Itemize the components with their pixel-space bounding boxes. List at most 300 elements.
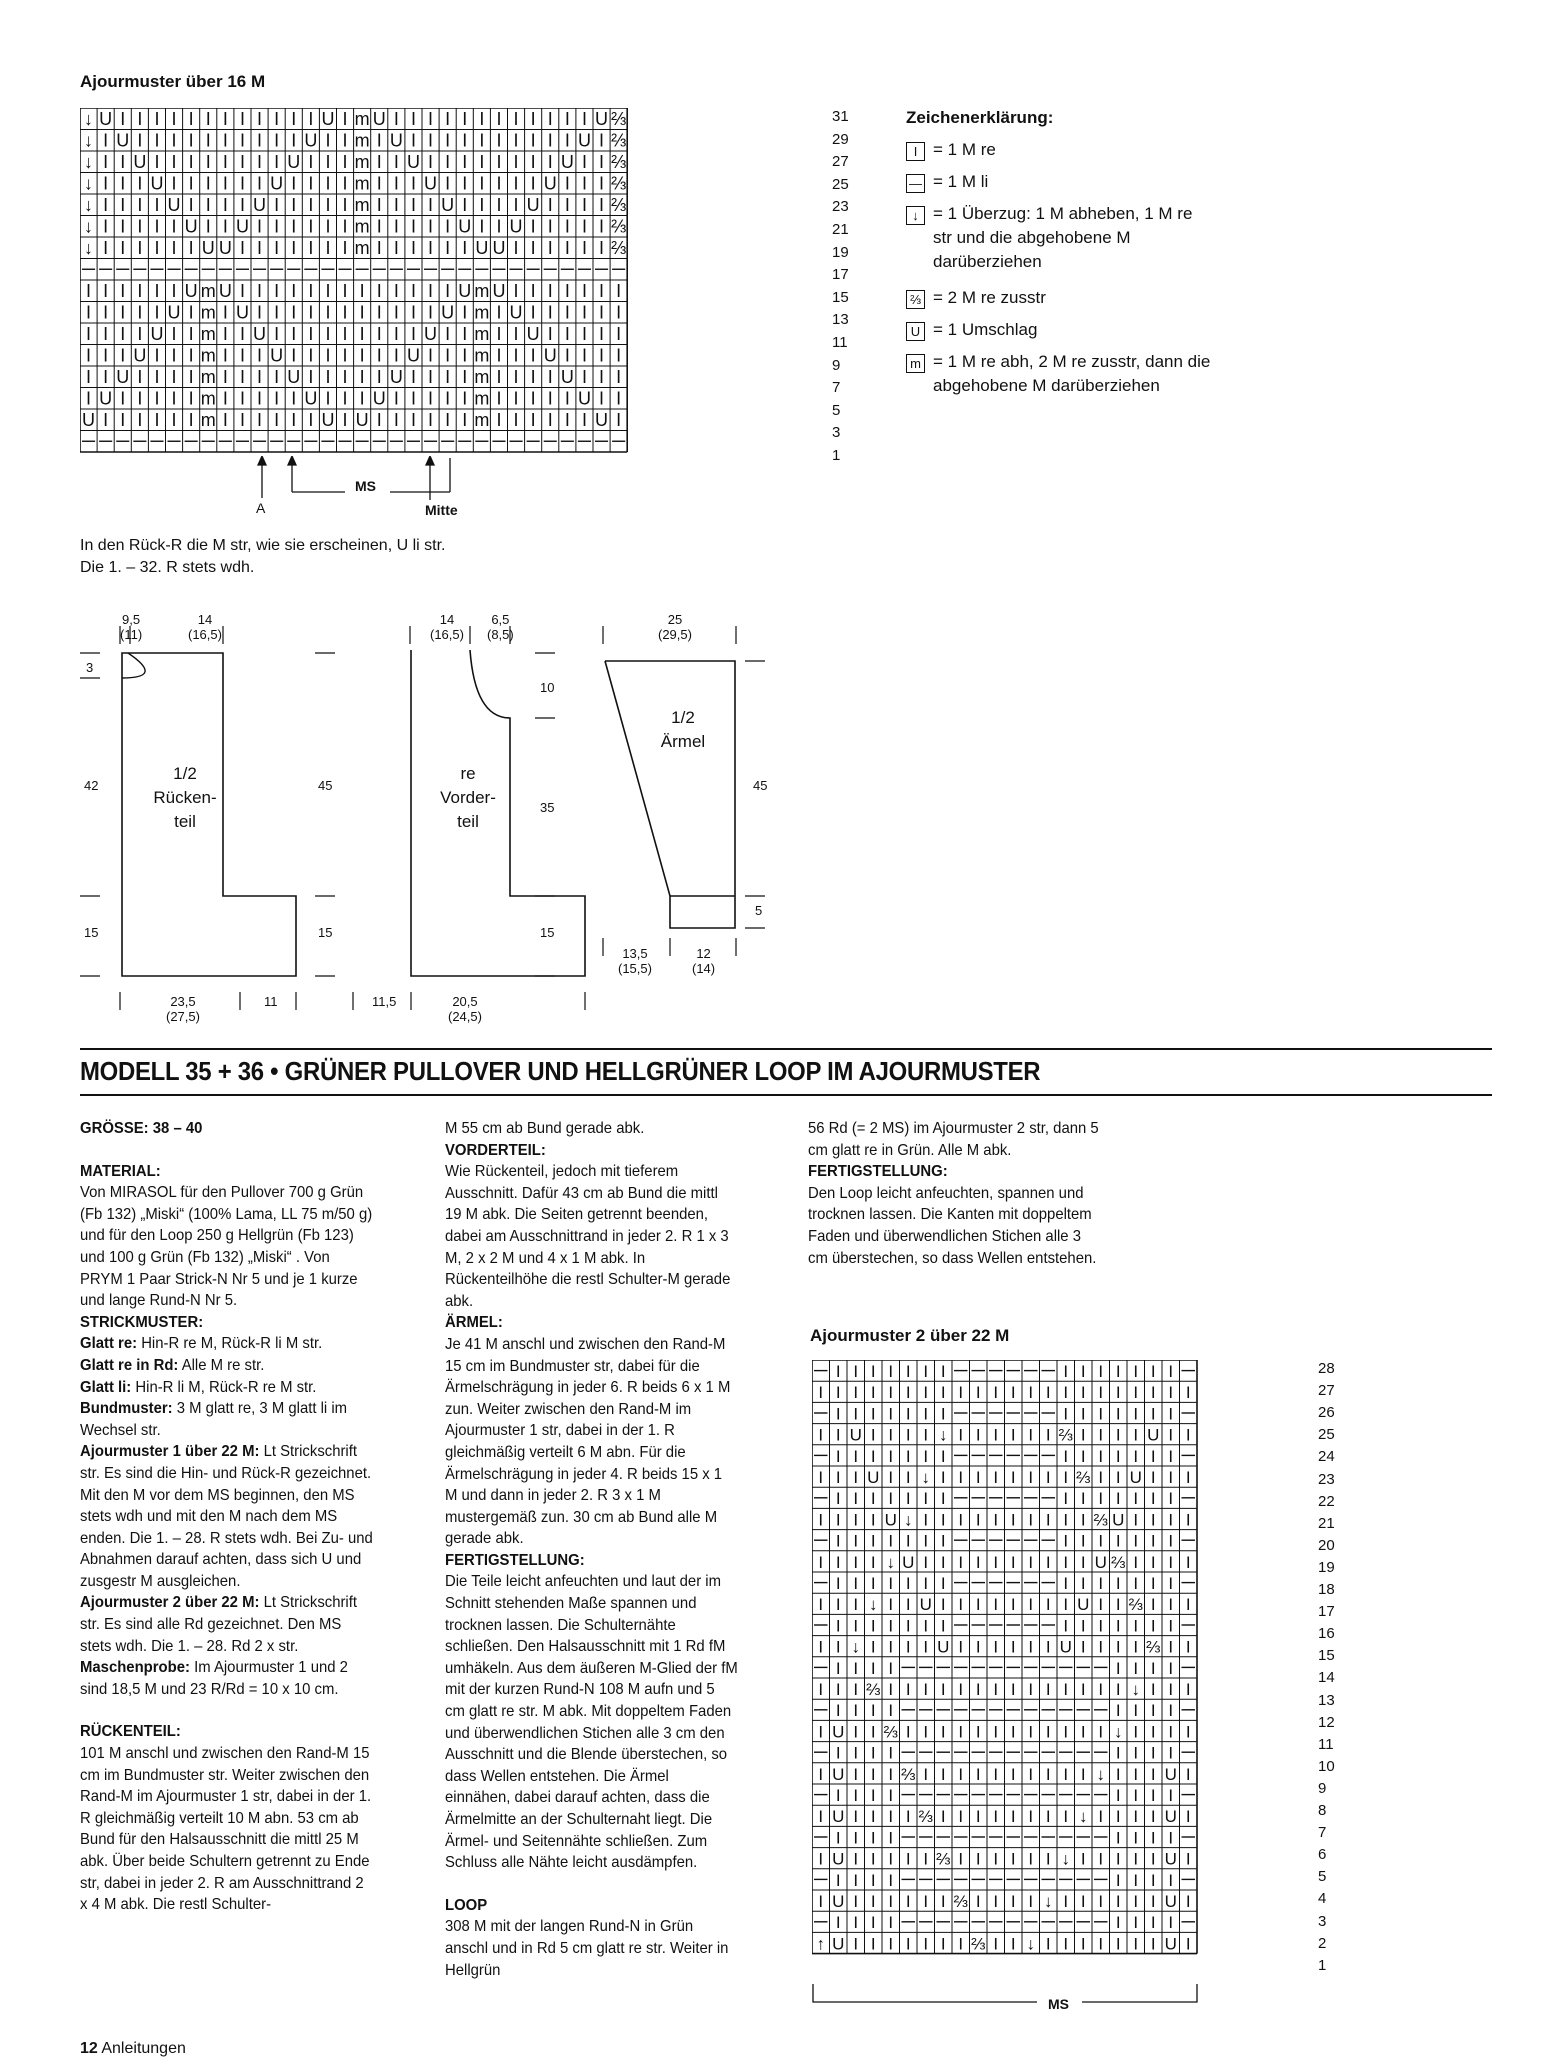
svg-text:I: I — [222, 410, 228, 431]
svg-text:U: U — [1129, 1467, 1142, 1487]
svg-text:I: I — [376, 367, 382, 388]
svg-text:I: I — [1045, 1425, 1051, 1445]
row-number: 4 — [1318, 1890, 1327, 1908]
svg-text:I: I — [888, 1764, 894, 1784]
svg-text:I: I — [853, 1828, 859, 1848]
svg-text:I: I — [359, 345, 365, 366]
svg-text:I: I — [888, 1891, 894, 1911]
svg-text:I: I — [257, 109, 263, 130]
svg-text:U: U — [389, 130, 403, 151]
svg-text:I: I — [923, 1764, 929, 1784]
svg-text:I: I — [410, 281, 416, 302]
svg-text:I: I — [1168, 1701, 1174, 1721]
svg-text:I: I — [445, 324, 451, 345]
svg-text:I: I — [993, 1722, 999, 1742]
svg-text:I: I — [274, 302, 280, 323]
svg-text:I: I — [1133, 1383, 1139, 1403]
svg-text:I: I — [154, 345, 160, 366]
row-number: 14 — [1318, 1669, 1335, 1687]
svg-text:I: I — [870, 1404, 876, 1424]
svg-text:I: I — [445, 367, 451, 388]
svg-text:I: I — [154, 195, 160, 216]
svg-text:I: I — [86, 324, 92, 345]
svg-text:I: I — [496, 388, 502, 409]
svg-text:I: I — [342, 345, 348, 366]
svg-text:I: I — [870, 1764, 876, 1784]
row-number: 25 — [1318, 1426, 1335, 1444]
svg-text:I: I — [870, 1361, 876, 1381]
svg-text:I: I — [257, 388, 263, 409]
svg-text:I: I — [1010, 1849, 1016, 1869]
svg-text:I: I — [1133, 1616, 1139, 1636]
svg-text:I: I — [308, 195, 314, 216]
svg-text:I: I — [530, 281, 536, 302]
svg-text:I: I — [445, 130, 451, 151]
svg-text:I: I — [1098, 1467, 1104, 1487]
svg-text:I: I — [547, 109, 553, 130]
svg-text:I: I — [1168, 1679, 1174, 1699]
svg-text:I: I — [818, 1510, 824, 1530]
svg-text:I: I — [870, 1913, 876, 1933]
svg-text:I: I — [1168, 1446, 1174, 1466]
svg-text:I: I — [581, 216, 587, 237]
svg-text:U: U — [355, 410, 369, 431]
svg-text:I: I — [1133, 1404, 1139, 1424]
svg-text:I: I — [1063, 1891, 1069, 1911]
svg-text:U: U — [937, 1637, 950, 1657]
text: Lt Strickschrift str. Es sind alle Rd gezeichnet. Den MS stets wdh. Die 1. – 28. Rd 2 x str. — [80, 1594, 358, 1655]
svg-text:I: I — [905, 1849, 911, 1869]
svg-text:I: I — [853, 1658, 859, 1678]
svg-text:I: I — [870, 1658, 876, 1678]
svg-text:U: U — [321, 410, 335, 431]
svg-text:I: I — [835, 1510, 841, 1530]
front-dim-right-bot: 15 — [540, 925, 555, 940]
svg-text:I: I — [888, 1637, 894, 1657]
svg-text:I: I — [342, 388, 348, 409]
svg-text:I: I — [958, 1764, 964, 1784]
svg-text:I: I — [479, 195, 485, 216]
svg-text:I: I — [325, 302, 331, 323]
svg-text:I: I — [205, 152, 211, 173]
svg-text:I: I — [325, 238, 331, 259]
row-number: 17 — [832, 266, 849, 284]
svg-text:I: I — [530, 173, 536, 194]
svg-text:I: I — [410, 173, 416, 194]
svg-text:I: I — [888, 1743, 894, 1763]
svg-text:I: I — [853, 1616, 859, 1636]
text: Lt Strickschrift str. Es sind die Hin- und Rück-R gezeichnet. Mit den M vor dem MS beginnen, den MS stets wdh und mit den M nach dem MS enden. Die 1. – 28. R stets wdh. Bei Zu- und Abnahmen darauf achten, dass sich U und zusgestr M ausgleichen. — [80, 1443, 373, 1590]
svg-text:I: I — [496, 410, 502, 431]
svg-text:I: I — [1028, 1637, 1034, 1657]
svg-text:I: I — [376, 302, 382, 323]
svg-text:I: I — [870, 1807, 876, 1827]
svg-text:I: I — [616, 410, 622, 431]
svg-text:I: I — [479, 216, 485, 237]
svg-text:I: I — [616, 324, 622, 345]
svg-text:I: I — [376, 345, 382, 366]
svg-text:I: I — [923, 1531, 929, 1551]
svg-text:I: I — [325, 324, 331, 345]
svg-text:I: I — [428, 152, 434, 173]
svg-text:I: I — [393, 238, 399, 259]
svg-text:I: I — [171, 324, 177, 345]
svg-text:I: I — [835, 1361, 841, 1381]
svg-text:U: U — [184, 216, 198, 237]
svg-text:I: I — [188, 410, 194, 431]
svg-text:I: I — [342, 410, 348, 431]
svg-text:U: U — [372, 388, 386, 409]
svg-text:⅔: ⅔ — [1076, 1467, 1091, 1487]
svg-text:I: I — [103, 281, 109, 302]
svg-text:I: I — [1150, 1404, 1156, 1424]
svg-text:I: I — [888, 1785, 894, 1805]
svg-text:I: I — [905, 1637, 911, 1657]
svg-text:I: I — [835, 1658, 841, 1678]
svg-text:I: I — [428, 367, 434, 388]
svg-text:I: I — [513, 410, 519, 431]
svg-text:I: I — [853, 1595, 859, 1615]
svg-text:I: I — [1133, 1361, 1139, 1381]
svg-text:↓: ↓ — [84, 216, 94, 237]
svg-text:I: I — [993, 1552, 999, 1572]
svg-text:I: I — [1028, 1679, 1034, 1699]
svg-text:I: I — [308, 109, 314, 130]
svg-text:I: I — [154, 367, 160, 388]
page-number: 12 — [80, 2040, 98, 2057]
svg-text:I: I — [940, 1764, 946, 1784]
svg-text:I: I — [888, 1849, 894, 1869]
svg-text:I: I — [835, 1637, 841, 1657]
svg-text:I: I — [257, 345, 263, 366]
svg-text:I: I — [1115, 1383, 1121, 1403]
svg-text:I: I — [103, 195, 109, 216]
svg-text:I: I — [818, 1595, 824, 1615]
svg-text:I: I — [1115, 1891, 1121, 1911]
svg-text:I: I — [1133, 1658, 1139, 1678]
chart1-label-mitte: Mitte — [425, 502, 458, 518]
svg-text:↓: ↓ — [1114, 1722, 1123, 1742]
svg-text:I: I — [1115, 1404, 1121, 1424]
svg-text:I: I — [1115, 1446, 1121, 1466]
svg-text:I: I — [1115, 1573, 1121, 1593]
svg-text:I: I — [905, 1573, 911, 1593]
svg-text:I: I — [1010, 1764, 1016, 1784]
svg-text:I: I — [1063, 1446, 1069, 1466]
svg-text:I: I — [1063, 1807, 1069, 1827]
svg-text:U: U — [509, 216, 523, 237]
svg-text:I: I — [1010, 1679, 1016, 1699]
svg-text:I: I — [513, 195, 519, 216]
svg-text:I: I — [222, 130, 228, 151]
svg-text:I: I — [496, 195, 502, 216]
svg-text:I: I — [1063, 1467, 1069, 1487]
svg-text:I: I — [835, 1616, 841, 1636]
svg-text:I: I — [291, 410, 297, 431]
svg-text:I: I — [120, 173, 126, 194]
svg-text:U: U — [832, 1722, 845, 1742]
svg-text:I: I — [410, 109, 416, 130]
svg-text:I: I — [1115, 1425, 1121, 1445]
svg-text:I: I — [958, 1595, 964, 1615]
finishing-heading: FERTIGSTELLUNG: — [445, 1551, 585, 1569]
svg-text:I: I — [870, 1425, 876, 1445]
front-dim-bot2: 20,5 (24,5) — [448, 994, 482, 1024]
chart1-note-line1: In den Rück-R die M str, wie sie erscheinen, U li str. — [80, 537, 446, 554]
svg-text:I: I — [581, 281, 587, 302]
svg-text:I: I — [342, 238, 348, 259]
svg-text:I: I — [154, 302, 160, 323]
svg-text:I: I — [103, 173, 109, 194]
chart1-grid — [80, 108, 820, 470]
row-number: 25 — [832, 175, 849, 193]
svg-text:I: I — [257, 238, 263, 259]
svg-text:⅔: ⅔ — [611, 216, 627, 237]
svg-text:I: I — [1168, 1573, 1174, 1593]
svg-text:I: I — [870, 1573, 876, 1593]
svg-text:I: I — [120, 109, 126, 130]
svg-text:I: I — [993, 1849, 999, 1869]
svg-text:U: U — [304, 130, 318, 151]
svg-text:I: I — [513, 109, 519, 130]
legend — [906, 108, 1296, 408]
svg-text:I: I — [325, 195, 331, 216]
svg-text:I: I — [222, 302, 228, 323]
svg-text:U: U — [167, 302, 181, 323]
svg-text:I: I — [462, 130, 468, 151]
svg-text:I: I — [445, 173, 451, 194]
svg-text:I: I — [86, 388, 92, 409]
svg-text:I: I — [188, 130, 194, 151]
svg-text:I: I — [564, 130, 570, 151]
svg-text:I: I — [257, 367, 263, 388]
svg-text:I: I — [291, 216, 297, 237]
svg-text:U: U — [406, 152, 420, 173]
row-number: 22 — [1318, 1492, 1335, 1510]
svg-text:I: I — [835, 1913, 841, 1933]
svg-text:I: I — [393, 173, 399, 194]
svg-text:I: I — [1115, 1807, 1121, 1827]
svg-text:I: I — [1028, 1552, 1034, 1572]
svg-text:↓: ↓ — [886, 1552, 895, 1572]
front-dim-bot1: 11,5 — [372, 994, 397, 1009]
svg-text:I: I — [1080, 1573, 1086, 1593]
svg-text:I: I — [1185, 1552, 1191, 1572]
svg-text:I: I — [958, 1722, 964, 1742]
svg-text:I: I — [923, 1404, 929, 1424]
svg-text:I: I — [513, 367, 519, 388]
svg-text:I: I — [853, 1552, 859, 1572]
svg-text:I: I — [599, 216, 605, 237]
svg-text:U: U — [832, 1849, 845, 1869]
svg-text:I: I — [171, 216, 177, 237]
svg-text:U: U — [116, 367, 130, 388]
svg-text:I: I — [975, 1383, 981, 1403]
svg-text:I: I — [1150, 1552, 1156, 1572]
row-number: 21 — [1318, 1514, 1335, 1532]
svg-text:I: I — [530, 130, 536, 151]
legend-item — [906, 286, 1046, 310]
svg-text:I: I — [308, 152, 314, 173]
svg-text:I: I — [1133, 1425, 1139, 1445]
svg-text:U: U — [1077, 1595, 1090, 1615]
svg-text:I: I — [1185, 1722, 1191, 1742]
svg-text:I: I — [818, 1807, 824, 1827]
svg-text:I: I — [975, 1849, 981, 1869]
svg-text:I: I — [1168, 1425, 1174, 1445]
svg-text:I: I — [870, 1552, 876, 1572]
svg-text:U: U — [99, 388, 113, 409]
svg-text:I: I — [564, 410, 570, 431]
svg-text:U: U — [441, 302, 455, 323]
svg-text:m: m — [474, 324, 490, 345]
svg-text:U: U — [1147, 1425, 1160, 1445]
svg-text:I: I — [1115, 1361, 1121, 1381]
svg-text:I: I — [581, 173, 587, 194]
sleeve-dim-bot1: 13,5 (15,5) — [618, 946, 652, 976]
svg-text:I: I — [1010, 1552, 1016, 1572]
svg-text:I: I — [376, 152, 382, 173]
svg-text:I: I — [239, 195, 245, 216]
svg-text:I: I — [1098, 1595, 1104, 1615]
chart1-row-numbers — [832, 108, 872, 470]
svg-text:I: I — [222, 345, 228, 366]
svg-text:I: I — [376, 410, 382, 431]
svg-text:I: I — [479, 109, 485, 130]
back-dim-left-top: 3 — [86, 660, 94, 675]
svg-text:I: I — [1098, 1489, 1104, 1509]
svg-text:I: I — [462, 238, 468, 259]
svg-text:I: I — [1150, 1616, 1156, 1636]
svg-text:⅔: ⅔ — [953, 1891, 968, 1911]
svg-text:I: I — [1133, 1849, 1139, 1869]
svg-text:I: I — [1080, 1849, 1086, 1869]
svg-text:I: I — [599, 152, 605, 173]
svg-text:I: I — [835, 1552, 841, 1572]
svg-text:I: I — [308, 173, 314, 194]
svg-text:I: I — [1098, 1891, 1104, 1911]
svg-text:I: I — [188, 367, 194, 388]
svg-text:I: I — [1010, 1722, 1016, 1742]
svg-text:U: U — [1164, 1891, 1177, 1911]
svg-text:I: I — [171, 152, 177, 173]
svg-text:I: I — [1168, 1913, 1174, 1933]
svg-text:I: I — [888, 1383, 894, 1403]
svg-text:I: I — [1010, 1510, 1016, 1530]
svg-text:I: I — [1010, 1934, 1016, 1954]
svg-text:I: I — [923, 1616, 929, 1636]
svg-text:⅔: ⅔ — [611, 173, 627, 194]
svg-text:I: I — [1098, 1849, 1104, 1869]
svg-text:I: I — [818, 1552, 824, 1572]
svg-text:I: I — [222, 388, 228, 409]
svg-text:I: I — [103, 216, 109, 237]
svg-text:I: I — [1010, 1467, 1016, 1487]
svg-text:U: U — [270, 345, 284, 366]
svg-text:I: I — [513, 388, 519, 409]
svg-text:I: I — [291, 388, 297, 409]
svg-text:I: I — [1098, 1531, 1104, 1551]
label: Bundmuster: — [80, 1400, 173, 1418]
back-dim-bot2: 11 — [264, 994, 278, 1009]
svg-text:I: I — [291, 302, 297, 323]
svg-text:U: U — [832, 1764, 845, 1784]
svg-text:I: I — [564, 345, 570, 366]
svg-text:I: I — [853, 1807, 859, 1827]
svg-text:I: I — [120, 388, 126, 409]
svg-text:I: I — [496, 324, 502, 345]
svg-text:U: U — [304, 388, 318, 409]
svg-text:I: I — [1028, 1891, 1034, 1911]
svg-text:I: I — [564, 238, 570, 259]
svg-text:I: I — [496, 345, 502, 366]
svg-text:U: U — [543, 345, 557, 366]
back-dim-top1: 9,5 (11) — [120, 612, 143, 642]
svg-text:I: I — [1150, 1743, 1156, 1763]
svg-text:m: m — [200, 410, 216, 431]
svg-text:I: I — [1115, 1913, 1121, 1933]
label: Maschenprobe: — [80, 1659, 190, 1677]
svg-text:I: I — [905, 1489, 911, 1509]
material-heading: MATERIAL: — [80, 1162, 161, 1180]
legend-title: Zeichenerklärung: — [906, 108, 1054, 127]
chart1-bracket — [240, 456, 470, 506]
svg-text:I: I — [188, 195, 194, 216]
svg-text:I: I — [325, 345, 331, 366]
svg-text:I: I — [1150, 1446, 1156, 1466]
chart1-label-a: A — [256, 500, 266, 516]
svg-text:I: I — [257, 130, 263, 151]
svg-text:m: m — [200, 302, 216, 323]
back-dim-bot1: 23,5 (27,5) — [166, 994, 200, 1024]
svg-text:I: I — [137, 195, 143, 216]
back-text: 101 M anschl und zwischen den Rand-M 15 cm im Bundmuster str. Weiter zwischen den Rand-M im Ajourmuster 1 str, dabei in der 1. R gleichmäßig verteilt 10 M abn. 53 cm ab Bund für den Halsausschnitt die mittl 25 M abk. Über beide Schultern getrennt zu Ende str, dabei in jeder 2. R am Ausschnittrand 2 x 4 M abk. Die restl Schulter- — [80, 1745, 372, 1914]
svg-text:I: I — [530, 388, 536, 409]
svg-text:I: I — [1133, 1891, 1139, 1911]
svg-text:I: I — [905, 1425, 911, 1445]
svg-text:I: I — [120, 238, 126, 259]
svg-text:I: I — [835, 1573, 841, 1593]
svg-text:I: I — [1133, 1785, 1139, 1805]
svg-text:I: I — [376, 281, 382, 302]
svg-text:I: I — [120, 324, 126, 345]
svg-text:I: I — [923, 1573, 929, 1593]
svg-text:I: I — [993, 1425, 999, 1445]
svg-text:I: I — [325, 216, 331, 237]
svg-text:I: I — [530, 345, 536, 366]
svg-text:I: I — [1063, 1404, 1069, 1424]
text: M 55 cm ab Bund gerade abk. — [445, 1120, 645, 1137]
text: Hin-R re M, Rück-R li M str. — [141, 1335, 323, 1353]
front-dim-right-top: 10 — [540, 680, 555, 695]
svg-text:I: I — [975, 1637, 981, 1657]
svg-text:U: U — [253, 195, 267, 216]
svg-text:I: I — [462, 302, 468, 323]
svg-text:I: I — [86, 281, 92, 302]
svg-text:I: I — [581, 152, 587, 173]
svg-text:I: I — [888, 1701, 894, 1721]
svg-text:I: I — [958, 1934, 964, 1954]
svg-text:m: m — [474, 302, 490, 323]
svg-text:m: m — [354, 109, 370, 130]
svg-text:I: I — [137, 388, 143, 409]
svg-text:I: I — [188, 109, 194, 130]
svg-text:U: U — [560, 367, 574, 388]
chart1-note-line2: Die 1. – 32. R stets wdh. — [80, 559, 255, 576]
svg-text:I: I — [923, 1446, 929, 1466]
svg-text:I: I — [239, 324, 245, 345]
svg-text:I: I — [581, 302, 587, 323]
